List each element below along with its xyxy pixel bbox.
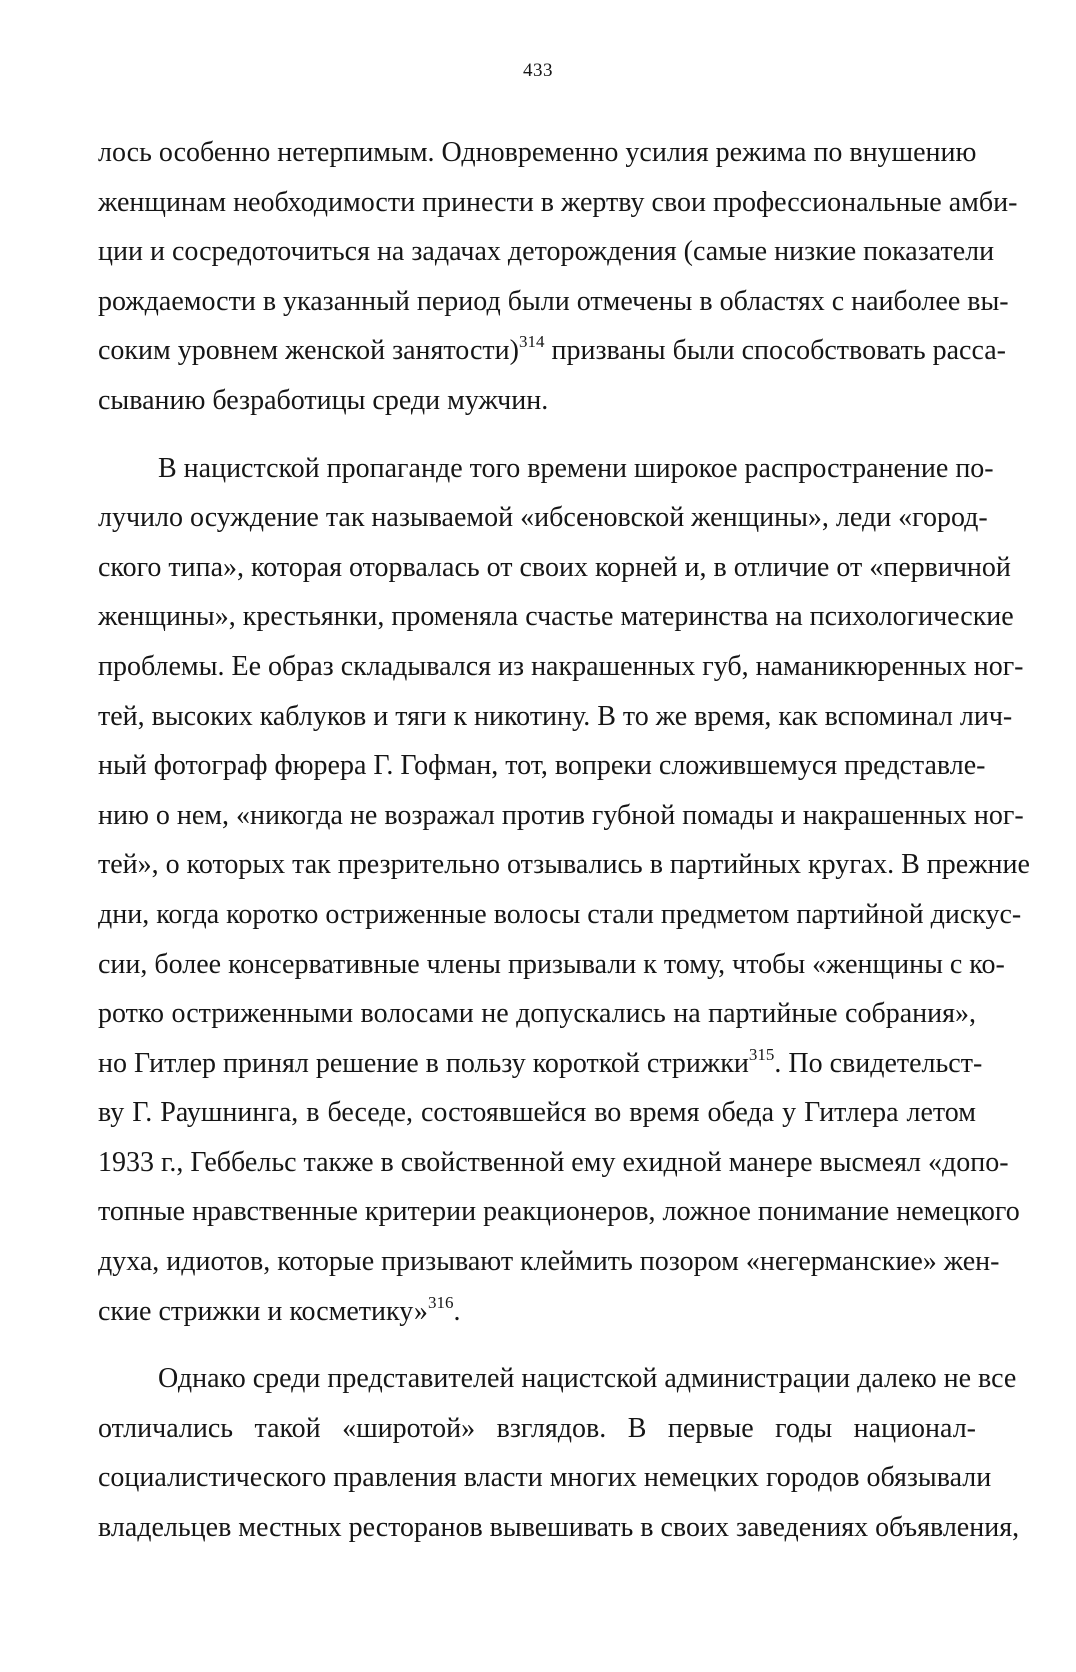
page-number: 433 (523, 60, 553, 81)
body-text (98, 128, 1030, 1553)
text-line: Однако среди представителей нацистской администрации далеко не все (158, 1363, 1017, 1395)
text-line: женщинам необходимости принести в жертву свои профессиональные амби- (98, 186, 1018, 218)
footnote-ref: 315 (748, 1044, 775, 1064)
text-line: но Гитлер принял решение в пользу короткой стрижки$^{315}$. По свидетельст- (98, 1044, 983, 1079)
paragraph-gap (98, 1336, 976, 1354)
text-line: ского типа», которая оторвалась от своих корней и, в отличие от «первичной (98, 551, 1011, 583)
text-line: социалистического правления власти многих немецких городов обязывали (98, 1462, 992, 1494)
text-line: дни, когда коротко остриженные волосы стали предметом партийной дискус- (98, 898, 1022, 930)
text-line: женщины», крестьянки, променяла счастье материнства на психологические (98, 601, 1014, 633)
text-line: отличались такой «широтой» взглядов. В первые годы национал- (98, 1412, 976, 1444)
paragraph (98, 444, 1030, 1337)
text-line: рождаемости в указанный период были отмечены в областях с наиболее вы- (98, 285, 1009, 317)
text-line: 1933 г., Геббельс также в свойственной ему ехидной манере высмеял «допо- (98, 1146, 1009, 1178)
text-line: ции и сосредоточиться на задачах деторождения (самые низкие показатели (98, 236, 995, 268)
footnote-ref: 316 (427, 1292, 454, 1312)
text-line: лось особенно нетерпимым. Одновременно усилия режима по внушению (98, 137, 977, 168)
text-line: ный фотограф фюрера Г. Гофман, тот, вопреки сложившемуся представле- (98, 750, 986, 782)
text-line: соким уровнем женской занятости)$^{314}$ призваны были способствовать расса- (98, 332, 1007, 367)
paragraph-gap (98, 426, 976, 444)
text-line: В нацистской пропаганде того времени широкое распространение по- (158, 452, 994, 484)
text-line: ву Г. Раушнинга, в беседе, состоявшейся во время обеда у Гитлера летом (98, 1097, 976, 1129)
text-line: сии, более консервативные члены призывали к тому, чтобы «женщины с ко- (98, 948, 1005, 980)
paragraph (98, 1354, 1020, 1552)
text-line: сыванию безработицы среди мужчин. (98, 384, 549, 416)
text-line: проблемы. Ее образ складывался из накрашенных губ, наманикюренных ног- (98, 650, 1024, 682)
footnote-ref: 314 (518, 332, 545, 352)
text-line: ротко остриженными волосами не допускались на партийные собрания», (98, 998, 976, 1030)
text-line: лучило осуждение так называемой «ибсеновской женщины», леди «город- (98, 502, 988, 534)
text-line: ские стрижки и косметику»$^{316}$. (98, 1292, 461, 1327)
text-line: владельцев местных ресторанов вывешивать в своих заведениях объявления, (98, 1512, 1020, 1544)
text-line: нию о нем, «никогда не возражал против губной помады и накрашенных ног- (98, 799, 1024, 831)
text-line: тей, высоких каблуков и тяги к никотину. В то же время, как вспоминал лич- (98, 700, 1013, 732)
text-line: тей», о которых так презрительно отзывались в партийных кругах. В прежние (98, 849, 1030, 881)
text-line: топные нравственные критерии реакционеров, ложное понимание немецкого (98, 1196, 1020, 1228)
text-line: духа, идиотов, которые призывают клеймить позором «негерманские» жен- (98, 1246, 1000, 1278)
paragraph (98, 128, 1018, 426)
